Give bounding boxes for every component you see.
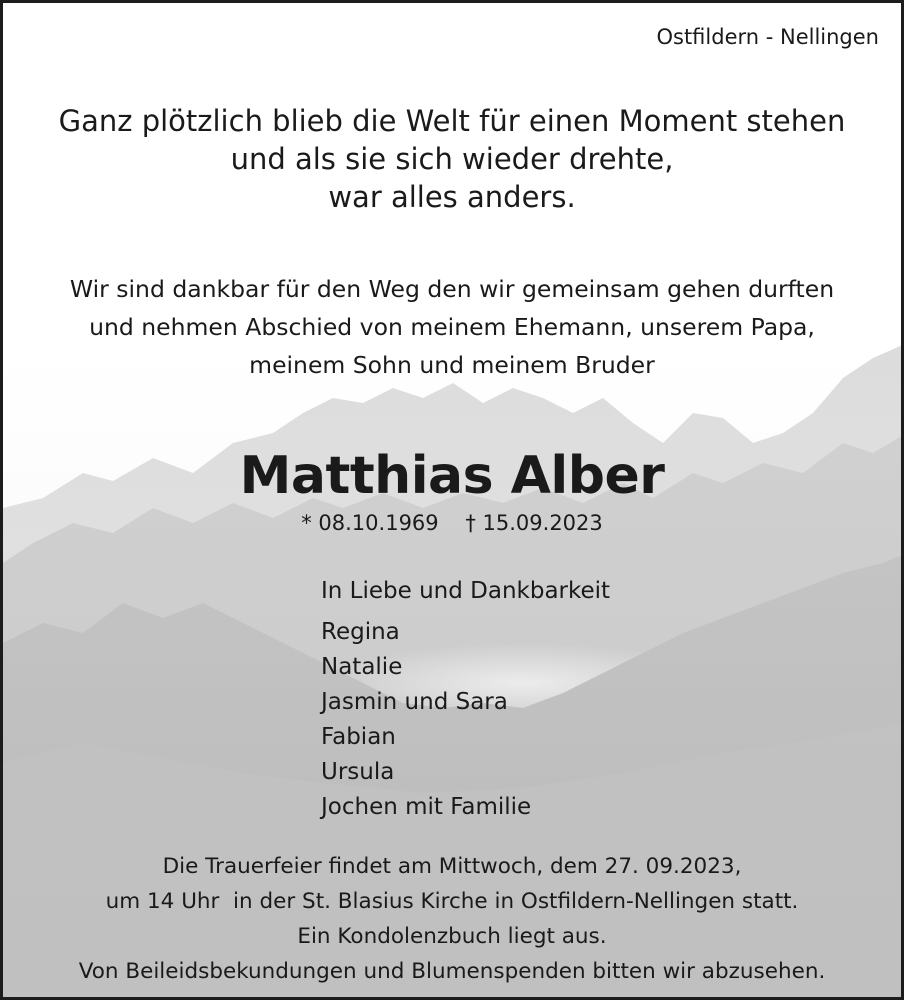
mourner-name: Fabian (321, 724, 396, 750)
intro-line: Wir sind dankbar für den Weg den wir gemeinsam gehen durften (69, 275, 835, 303)
mourners-heading: In Liebe und Dankbarkeit (321, 578, 611, 604)
verse-line: Ganz plötzlich blieb die Welt für einen Moment stehen (58, 104, 846, 138)
death-date: † 15.09.2023 (465, 511, 603, 535)
verse-line: war alles anders. (328, 180, 576, 214)
verse-block (3, 102, 901, 216)
mourner-name: Regina (321, 619, 400, 645)
mourner-name: Jasmin und Sara (321, 689, 508, 715)
service-line: Ein Kondolenzbuch liegt aus. (297, 924, 607, 949)
mourner-name: Natalie (321, 654, 403, 680)
birth-date: * 08.10.1969 (301, 511, 439, 535)
location-label: Ostfildern - Nellingen (656, 25, 879, 49)
intro-line: und nehmen Abschied von meinem Ehemann, unserem Papa, (89, 313, 815, 341)
mourners-list (321, 573, 610, 825)
verse-line: und als sie sich wieder drehte, (230, 142, 674, 176)
life-dates (3, 508, 901, 538)
mourner-name: Jochen mit Familie (321, 794, 532, 820)
intro-line: meinem Sohn und meinem Bruder (249, 351, 655, 379)
mourner-name: Ursula (321, 759, 395, 785)
service-info (3, 849, 901, 989)
intro-block (3, 270, 901, 384)
deceased-name: Matthias Alber (239, 446, 665, 506)
service-line: um 14 Uhr in der St. Blasius Kirche in Ostfildern-Nellingen statt. (105, 889, 799, 914)
service-line: Die Trauerfeier findet am Mittwoch, dem 27. 09.2023, (162, 854, 742, 879)
service-line: Von Beileidsbekundungen und Blumenspenden bitten wir abzusehen. (78, 959, 826, 984)
